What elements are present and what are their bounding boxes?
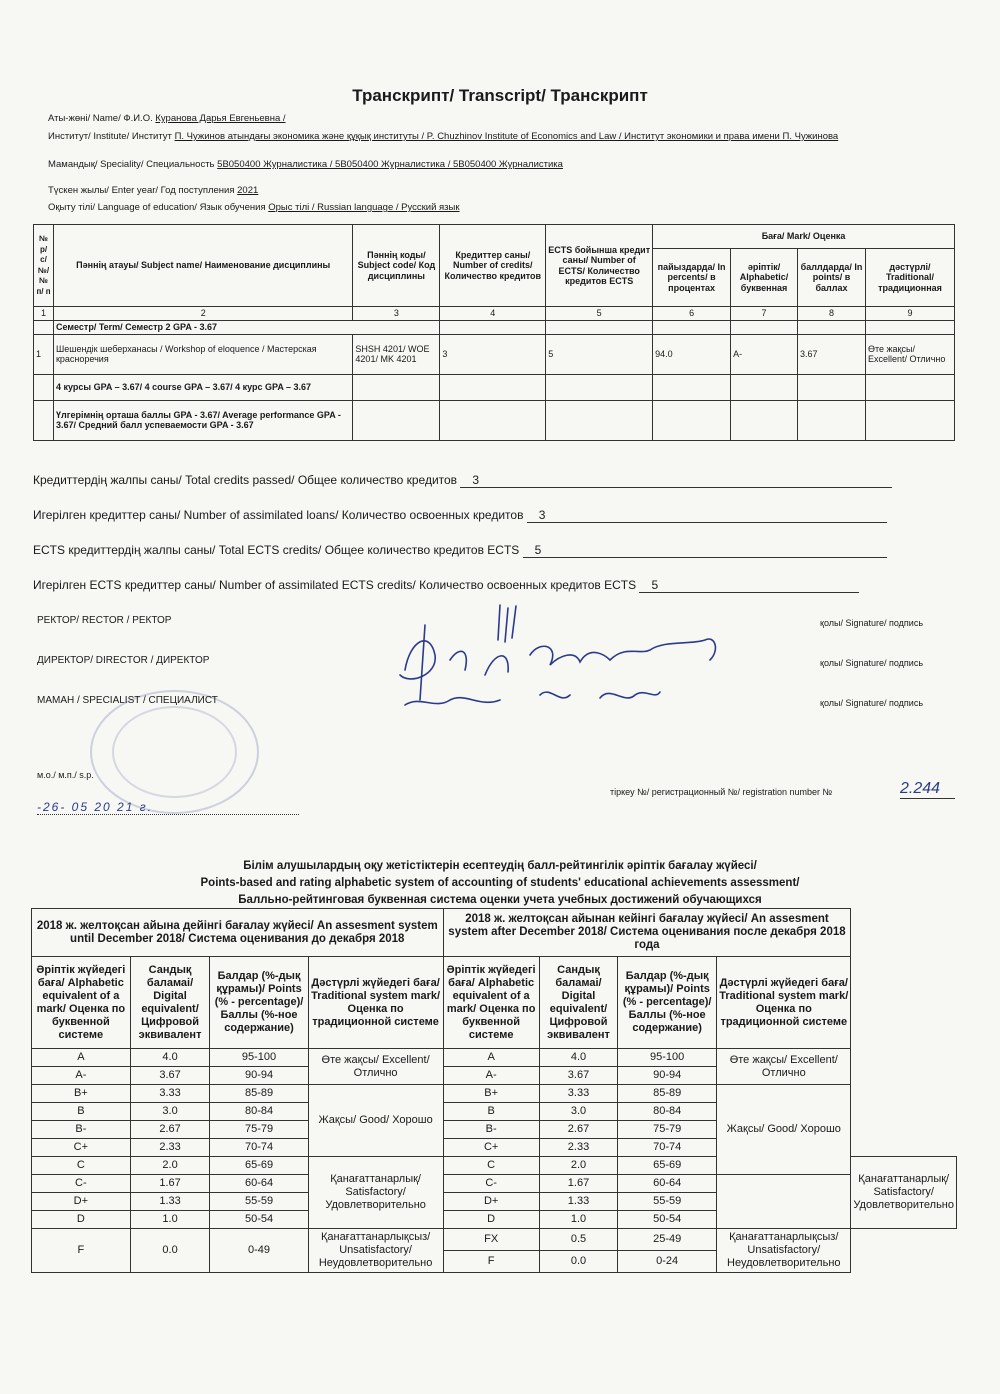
registration-label: тіркеу №/ регистрационный №/ registration number №	[610, 787, 833, 797]
name-value: Куранова Дарья Евгеньевна /	[155, 113, 286, 124]
before-col-alpha: Әріптік жүйедегі баға/ Alphabetic equivalent of a mark/ Оценка по буквенной системе	[32, 957, 131, 1049]
after-points: 50-54	[618, 1211, 717, 1229]
table-row	[32, 1085, 957, 1103]
before-digital: 3.33	[130, 1085, 210, 1103]
registration-value: 2.244	[900, 780, 955, 799]
header-num: № р/ с/ №/ № п/ п	[34, 225, 54, 307]
after-points: 75-79	[618, 1121, 717, 1139]
grading-table	[31, 908, 957, 1273]
before-digital: 3.0	[130, 1103, 210, 1121]
before-digital: 4.0	[130, 1049, 210, 1067]
table-row	[32, 1211, 957, 1229]
rector-signature-label: қолы/ Signature/ подпись	[820, 618, 924, 628]
header-points: баллдарда/ In points/ в баллах	[798, 249, 866, 307]
header-code: Пәннің коды/ Subject code/ Код дисциплины	[353, 225, 440, 307]
institute-value: П. Чужинов атындағы экономика және құқық институты / P. Chuzhinov Institute of Economics and Law / Институт экономики и права имени П. Чужинова	[174, 131, 839, 142]
col-number: 3	[353, 307, 440, 321]
before-alpha: B-	[32, 1121, 131, 1139]
specialist-signature-label: қолы/ Signature/ подпись	[820, 698, 924, 708]
before-trad-unsatisfactory: Қанағаттанарлықсыз/ Unsatisfactory/ Неудовлетворительно	[308, 1229, 443, 1273]
before-digital: 2.33	[130, 1139, 210, 1157]
after-points: 25-49	[618, 1229, 717, 1251]
before-digital: 1.33	[130, 1193, 210, 1211]
speciality-label: Мамандық/ Speciality/ Специальность	[48, 159, 215, 170]
before-alpha: A-	[32, 1067, 131, 1085]
grading-title-1: Білім алушылардың оқу жетістіктерін есептеудің балл-рейтингілік әріптік бағалау жүйесі/	[243, 860, 757, 872]
after-trad-satisfactory: Қанағаттанарлық/ Satisfactory/ Удовлетворительно	[851, 1157, 957, 1229]
row-subject: Шешендік шеберханасы / Workshop of eloquence / Мастерская красноречия	[53, 334, 352, 374]
after-digital: 3.33	[539, 1085, 617, 1103]
ects-total-value: 5	[523, 543, 887, 558]
handwritten-signature	[390, 600, 740, 725]
after-alpha: B	[443, 1103, 539, 1121]
row-percent: 94.0	[653, 334, 731, 374]
row-points: 3.67	[798, 334, 866, 374]
after-digital: 2.67	[539, 1121, 617, 1139]
before-col-digital: Сандық баламаі/ Digital equivalent/ Цифровой эквивалент	[130, 957, 210, 1049]
after-col-alpha: Әріптік жүйедегі баға/ Alphabetic equivalent of a mark/ Оценка по буквенной системе	[443, 957, 539, 1049]
after-points: 65-69	[618, 1157, 717, 1175]
header-credits: Кредиттер саны/ Number of credits/ Количество кредитов	[440, 225, 546, 307]
after-alpha: F	[443, 1251, 539, 1273]
col-number: 9	[865, 307, 954, 321]
before-digital: 1.67	[130, 1175, 210, 1193]
institute-label: Институт/ Institute/ Институт	[48, 131, 172, 142]
row-credits: 3	[440, 334, 546, 374]
before-digital: 0.0	[130, 1229, 210, 1273]
page-title: Транскрипт/ Transcript/ Транскрипт	[352, 86, 648, 105]
year-line	[48, 185, 928, 196]
table-row	[32, 1175, 957, 1193]
assimilated-line	[33, 508, 958, 523]
grading-title-2: Points-based and rating alphabetic system of accounting of students' educational achievements assessment/	[200, 877, 800, 889]
name-line	[48, 113, 928, 124]
row-code: SHSH 4201/ WOE 4201/ MK 4201	[353, 334, 440, 374]
after-alpha: A-	[443, 1067, 539, 1085]
after-alpha: D+	[443, 1193, 539, 1211]
before-alpha: D+	[32, 1193, 131, 1211]
before-alpha: C-	[32, 1175, 131, 1193]
before-points: 75-79	[210, 1121, 308, 1139]
before-points: 85-89	[210, 1085, 308, 1103]
before-trad-satisfactory: Қанағаттанарлық/ Satisfactory/ Удовлетворительно	[308, 1157, 443, 1229]
header-traditional: дәстүрлі/ Traditional/ традиционная	[865, 249, 954, 307]
name-label: Аты-жөні/ Name/ Ф.И.О.	[48, 113, 153, 124]
total-credits-value: 3	[460, 473, 892, 488]
after-digital: 1.0	[539, 1211, 617, 1229]
before-alpha: B	[32, 1103, 131, 1121]
before-points: 65-69	[210, 1157, 308, 1175]
after-points: 60-64	[618, 1175, 717, 1193]
after-trad-unsatisfactory: Қанағаттанарлықсыз/ Unsatisfactory/ Неудовлетворительно	[717, 1229, 851, 1273]
after-points: 0-24	[618, 1251, 717, 1273]
after-points: 85-89	[618, 1085, 717, 1103]
before-points: 95-100	[210, 1049, 308, 1067]
before-col-traditional: Дәстүрлі жүйедегі баға/ Traditional system mark/ Оценка по традиционной системе	[308, 957, 443, 1049]
header-alpha: әріптік/ Alphabetic/ буквенная	[731, 249, 798, 307]
after-alpha: A	[443, 1049, 539, 1067]
after-alpha: FX	[443, 1229, 539, 1251]
assimilated-value: 3	[527, 508, 887, 523]
before-alpha: A	[32, 1049, 131, 1067]
after-points: 90-94	[618, 1067, 717, 1085]
ects-assimilated-line	[33, 578, 958, 593]
after-alpha: B-	[443, 1121, 539, 1139]
row-num: 1	[34, 334, 54, 374]
after-digital: 0.5	[539, 1229, 617, 1251]
col-number: 2	[53, 307, 352, 321]
before-alpha: C	[32, 1157, 131, 1175]
before-points: 90-94	[210, 1067, 308, 1085]
total-credits-line	[33, 473, 958, 488]
director-signature-label: қолы/ Signature/ подпись	[820, 658, 924, 668]
after-digital: 1.33	[539, 1193, 617, 1211]
after-trad-excellent: Өте жақсы/ Excellent/ Отлично	[717, 1049, 851, 1085]
before-points: 0-49	[210, 1229, 308, 1273]
before-points: 60-64	[210, 1175, 308, 1193]
speciality-value: 5B050400 Журналистика / 5B050400 Журналистика / 5B050400 Журналистика	[217, 159, 563, 170]
assimilated-label: Игерілген кредиттер саны/ Number of assimilated loans/ Количество освоенных кредитов	[33, 508, 524, 522]
ects-total-label: ECTS кредиттердің жалпы саны/ Total ECTS credits/ Общее количество кредитов ECTS	[33, 543, 520, 557]
column-number-row	[34, 307, 955, 321]
before-alpha: C+	[32, 1139, 131, 1157]
grading-title-3: Балльно-рейтинговая буквенная система оценки учета учебных достижений обучающихся	[238, 894, 762, 906]
speciality-line	[48, 159, 928, 170]
row-alpha: A-	[731, 334, 798, 374]
after-col-traditional: Дәстүрлі жүйедегі баға/ Traditional system mark/ Оценка по традиционной системе	[717, 957, 851, 1049]
before-digital: 3.67	[130, 1067, 210, 1085]
col-number: 4	[440, 307, 546, 321]
after-trad-good: Жақсы/ Good/ Хорошо	[717, 1085, 851, 1175]
table-row	[32, 1049, 957, 1067]
table-row	[34, 334, 955, 374]
ects-total-line	[33, 543, 958, 558]
before-digital: 2.67	[130, 1121, 210, 1139]
before-points: 70-74	[210, 1139, 308, 1157]
after-points: 95-100	[618, 1049, 717, 1067]
specialist-label: МАМАН / SPECIALIST / СПЕЦИАЛИСТ	[37, 695, 218, 706]
year-value: 2021	[237, 185, 259, 196]
stamp-seal-inner	[112, 706, 237, 798]
after-digital: 3.67	[539, 1067, 617, 1085]
row-ects: 5	[546, 334, 653, 374]
after-points: 55-59	[618, 1193, 717, 1211]
before-system-title: 2018 ж. желтоқсан айына дейінгі бағалау жүйесі/ An assesment system until December 2018/ Система оценивания до декабря 2018	[32, 909, 444, 957]
after-digital: 2.33	[539, 1139, 617, 1157]
ects-assimilated-label: Игерілген ECTS кредиттер саны/ Number of assimilated ECTS credits/ Количество освоенных кредитов ECTS	[33, 578, 637, 592]
after-alpha: C	[443, 1157, 539, 1175]
after-alpha: C+	[443, 1139, 539, 1157]
table-row	[32, 1229, 957, 1251]
before-alpha: F	[32, 1229, 131, 1273]
issue-date: -26- 05 20 21 г.	[37, 800, 299, 815]
after-col-digital: Сандық баламаі/ Digital equivalent/ Цифровой эквивалент	[539, 957, 617, 1049]
header-subject: Пәннің атауы/ Subject name/ Наименование дисциплины	[53, 225, 352, 307]
total-credits-label: Кредиттердің жалпы саны/ Total credits passed/ Общее количество кредитов	[33, 473, 458, 487]
after-col-points: Балдар (%-дық құрамы)/ Points (% - percentage)/ Баллы (%-ное содержание)	[618, 957, 717, 1049]
after-digital: 0.0	[539, 1251, 617, 1273]
before-points: 55-59	[210, 1193, 308, 1211]
col-number: 8	[798, 307, 866, 321]
header-mark-group: Баға/ Mark/ Оценка	[653, 225, 955, 249]
after-alpha: B+	[443, 1085, 539, 1103]
after-digital: 3.0	[539, 1103, 617, 1121]
after-points: 70-74	[618, 1139, 717, 1157]
stamp-place-label: м.о./ м.п./ s.p.	[37, 770, 94, 780]
col-number: 6	[653, 307, 731, 321]
after-digital: 2.0	[539, 1157, 617, 1175]
after-alpha: D	[443, 1211, 539, 1229]
header-percent: пайыздарда/ In percents/ в процентах	[653, 249, 731, 307]
rector-label: РЕКТОР/ RECTOR / РЕКТОР	[37, 615, 172, 626]
before-points: 80-84	[210, 1103, 308, 1121]
institute-line	[48, 131, 928, 142]
before-alpha: B+	[32, 1085, 131, 1103]
before-points: 50-54	[210, 1211, 308, 1229]
average-gpa: Үлгерімнің орташа баллы GPA - 3.67/ Average performance GPA - 3.67/ Средний балл успеваемости GPA - 3.67	[53, 400, 352, 440]
header-ects: ECTS бойынша кредит саны/ Number of ECTS/ Количество кредитов ECTS	[546, 225, 653, 307]
after-alpha: C-	[443, 1175, 539, 1193]
language-value: Орыс тілі / Russian language / Русский язык	[268, 202, 460, 213]
col-number: 1	[34, 307, 54, 321]
col-number: 7	[731, 307, 798, 321]
year-label: Түскен жылы/ Enter year/ Год поступления	[48, 185, 235, 196]
after-digital: 1.67	[539, 1175, 617, 1193]
before-alpha: D	[32, 1211, 131, 1229]
before-col-points: Балдар (%-дық құрамы)/ Points (% - percentage)/ Баллы (%-ное содержание)	[210, 957, 308, 1049]
table-row	[32, 1193, 957, 1211]
after-digital: 4.0	[539, 1049, 617, 1067]
before-trad-good: Жақсы/ Good/ Хорошо	[308, 1085, 443, 1157]
after-points: 80-84	[618, 1103, 717, 1121]
course-gpa: 4 курсы GPA – 3.67/ 4 course GPA – 3.67/ 4 курс GPA – 3.67	[53, 374, 352, 400]
transcript-table	[33, 224, 955, 441]
row-traditional: Өте жақсы/ Excellent/ Отлично	[865, 334, 954, 374]
ects-assimilated-value: 5	[639, 578, 859, 593]
before-digital: 1.0	[130, 1211, 210, 1229]
director-label: ДИРЕКТОР/ DIRECTOR / ДИРЕКТОР	[37, 655, 210, 666]
after-system-title: 2018 ж. желтоқсан айынан кейінгі бағалау жүйесі/ An assesment system after December 2018/ Система оценивания после декабря 2018 года	[443, 909, 851, 957]
language-label: Оқыту тілі/ Language of education/ Язык обучения	[48, 202, 266, 213]
before-trad-excellent: Өте жақсы/ Excellent/ Отлично	[308, 1049, 443, 1085]
col-number: 5	[546, 307, 653, 321]
semester-row: Семестр/ Term/ Семестр 2 GPA - 3.67	[53, 320, 439, 334]
before-digital: 2.0	[130, 1157, 210, 1175]
language-line	[48, 202, 928, 213]
